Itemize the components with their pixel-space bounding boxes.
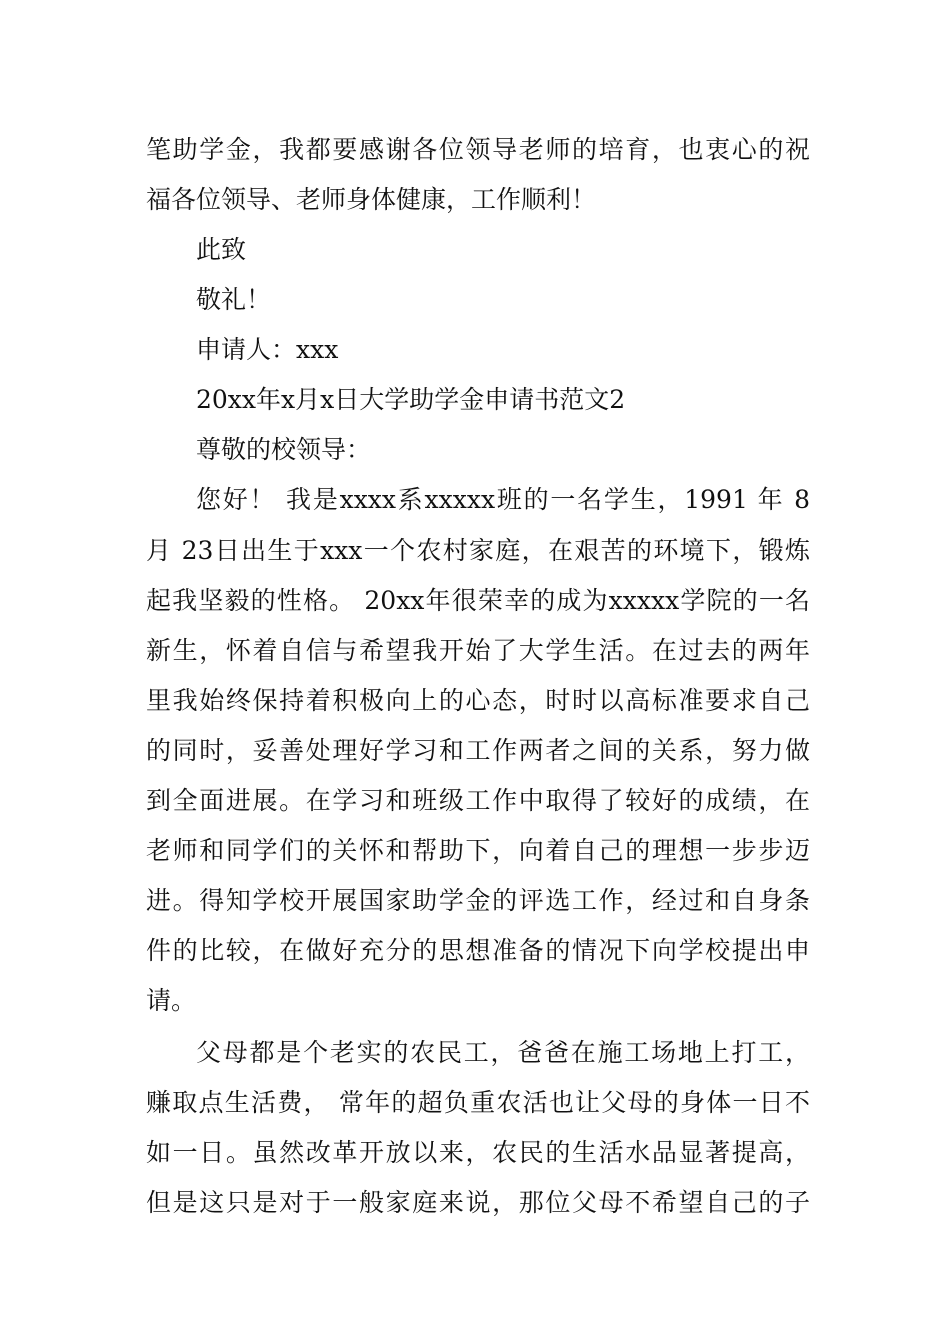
text-line: 笔助学金，我都要感谢各位领导老师的培育，也衷心的祝 [146, 135, 810, 164]
text-line: 里我始终保持着积极向上的心态，时时以高标准要求自己 [146, 686, 810, 715]
text-line: 请。 [146, 986, 197, 1015]
text-line: 如一日。虽然改革开放以来，农民的生活水品显著提高， [146, 1138, 810, 1167]
text-line: 新生，怀着自信与希望我开始了大学生活。在过去的两年 [146, 636, 810, 665]
text-line: 进。得知学校开展国家助学金的评选工作，经过和自身条 [146, 886, 810, 915]
letter-greeting: 尊敬的校领导： [196, 435, 372, 464]
text-line: 的同时，妥善处理好学习和工作两者之间的关系，努力做 [146, 736, 810, 765]
section-title: 20xx年x月x日大学助学金申请书范文2 [196, 385, 626, 414]
closing-salutation: 此致 [196, 235, 247, 264]
closing-regards: 敬礼！ [196, 285, 272, 314]
text-line: 赚取点生活费， 常年的超负重农活也让父母的身体一日不 [146, 1088, 810, 1117]
text-line: 月 23日出生于xxx一个农村家庭，在艰苦的环境下，锻炼 [146, 536, 810, 565]
text-line: 父母都是个老实的农民工，爸爸在施工场地上打工， [196, 1038, 810, 1067]
text-line: 您好！ 我是xxxx系xxxxx班的一名学生，1991 年 8 [196, 485, 810, 514]
text-line: 件的比较，在做好充分的思想准备的情况下向学校提出申 [146, 936, 810, 965]
text-line: 福各位领导、老师身体健康，工作顺利！ [146, 185, 597, 214]
text-line: 起我坚毅的性格。 20xx年很荣幸的成为xxxxx学院的一名 [146, 586, 810, 615]
applicant-signature: 申请人：xxx [196, 335, 339, 364]
text-line: 老师和同学们的关怀和帮助下，向着自己的理想一步步迈 [146, 836, 810, 865]
text-line: 到全面进展。在学习和班级工作中取得了较好的成绩，在 [146, 786, 810, 815]
text-line: 但是这只是对于一般家庭来说，那位父母不希望自己的子 [146, 1188, 810, 1217]
